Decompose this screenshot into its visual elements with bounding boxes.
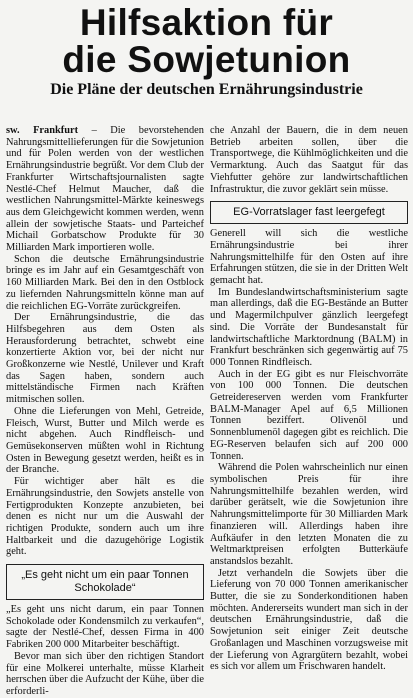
paragraph-3: Der Ernährungsindustrie, die das Hilfsbegehren aus dem Osten als Herausforderung betrachtet, schwebt eine konzertierte Aktion vor, bei der nicht nur Großkonzerne wie Nestlé, Unilever und Kraft das Sagen haben, sondern auch mittelständische Firmen nach Kräften mitmischen sollen.	[6, 312, 204, 406]
right-column	[210, 125, 408, 689]
dateline: sw. Frankfurt	[6, 125, 79, 136]
paragraph-8: che Anzahl der Bauern, die in dem neuen Betrieb arbeiten sollen, über die Transportwege, die Kühlmöglichkeiten und die Vermarktung. Auch das Saatgut für das Viehfutter gehöre zur landwirtschaftlichen Infrastruktur, die zuvor geklärt sein müsse.	[210, 125, 408, 195]
paragraph-5: Für wichtiger aber hält es die Ernährungsindustrie, den Sowjets anstelle von Fertigprodukten Konzepte anzubieten, bei denen es nicht nur um die Auswahl der richtigen Produkte, sondern auch um ihre Haltbarkeit und die dazugehörige Logistik geht.	[6, 476, 204, 558]
paragraph-4: Ohne die Lieferungen von Mehl, Getreide, Fleisch, Wurst, Butter und Milch werde es nicht abgehen. Auch Rindfleisch- und Gemüsekonserven müßten wohl in Richtung Osten in Bewegung gesetzt werden, heißt es in der Branche.	[6, 405, 204, 476]
paragraph-13: Jetzt verhandeln die Sowjets über die Lieferung von 70 000 Tonnen amerikanischer Butter, die sie zu Sonderkonditionen haben möchten. Andererseits wundert man sich in der deutschen Ernährungsindustrie, daß die Sowjetunion seit einiger Zeit deutsche Großanlagen und Maschinen vorzugsweise mit der Lieferung von Agrargütern bezahlt, wobei es sich vor allem um Frischwaren handelt.	[210, 567, 408, 673]
headline-line-1: Hilfsaktion für	[79, 2, 334, 43]
paragraph-2: Schon die deutsche Ernährungsindustrie bringe es im Jahr auf ein Gesamtgeschäft von 160 Milliarden Mark. Bei den in den Ostblock zu liefernden Nahrungsmitteln könne man auf die reichlichen EG-Vorräte zurückgreifen.	[6, 253, 204, 312]
paragraph-1	[6, 125, 204, 254]
paragraph-11: Auch in der EG gibt es nur Fleischvorräte von 100 000 Tonnen. Die deutschen Getreidereserven werden vom Frankfurter BALM-Manager Apel auf 6,5 Millionen Tonnen beziffert. Olivenöl und Sonnenblumenöl dagegen gibt es reichlich. Die EG-Reserven belaufen sich auf 200 000 Tonnen.	[210, 368, 408, 462]
article-columns	[6, 125, 409, 697]
crosshead-box-left: „Es geht nicht um ein paar Tonnen Schokolade“	[6, 564, 204, 600]
subheadline: Die Pläne der deutschen Ernährungsindustrie	[50, 81, 363, 98]
paragraph-12: Während die Polen wahrscheinlich nur einen symbolischen Preis für ihre Nahrungsmittelhilfe bezahlen werden, wird darüber gerätselt, wie die Sowjetunion ihre Nahrungsmittelimporte für 30 Milliarden Mark finanzieren will. Allerdings haben ihre Aufkäufer in den letzten Monaten die zu Weltmarktpreisen erfolgten Butterkäufe anstandslos bezahlt.	[210, 462, 408, 567]
paragraph-6: „Es geht uns nicht darum, ein paar Tonnen Schokolade oder Kondensmilch zu verkaufen“, sagte der Nestlé-Chef, dessen Firma in 400 Fabriken 200 000 Mitarbeiter beschäftigt.	[6, 604, 204, 651]
left-column	[6, 125, 204, 697]
headline	[0, 0, 413, 78]
headline-line-2: die Sowjetunion	[62, 39, 351, 80]
paragraph-7: Bevor man sich über den richtigen Standort für eine Molkerei unterhalte, müsse Klarheit herrschen über die Aufzucht der Kühe, über die erforderli-	[6, 650, 204, 697]
paragraph-10: Im Bundeslandwirtschaftsministerium sagte man allerdings, daß die EG-Bestände an Butter und Magermilchpulver gänzlich leergefegt sind. Die Vorräte der Bundesanstalt für landwirtschaftliche Marktordnung (BALM) in Frankfurt beschränken sich gegenwärtig auf 75 000 Tonnen Rindfleisch.	[210, 286, 408, 368]
paragraph-1-text: – Die bevorstehenden Nahrungsmittellieferungen für die Sowjetunion und für Polen werden von der westlichen Ernährungsindustrie begrüßt. Vor dem Club der Frankfurter Wirtschaftsjournalisten sagte Nestlé-Chef Helmut Maucher, daß die westlichen Nahrungsmittel-Märkte keineswegs aus dem Gleichgewicht kommen werden, wenn allein der sowjetische Staats- und Parteichef Michail Gorbatschow Produkte für 30 Milliarden Mark importieren wolle.	[6, 125, 204, 254]
paragraph-9: Generell will sich die westliche Ernährungsindustrie bei ihrer Nahrungsmittelhilfe für den Osten auf ihre Erfahrungen stützen, die sie in der Dritten Welt gemacht hat.	[210, 228, 408, 287]
crosshead-box-right: EG-Vorratslager fast leergefegt	[210, 201, 408, 224]
